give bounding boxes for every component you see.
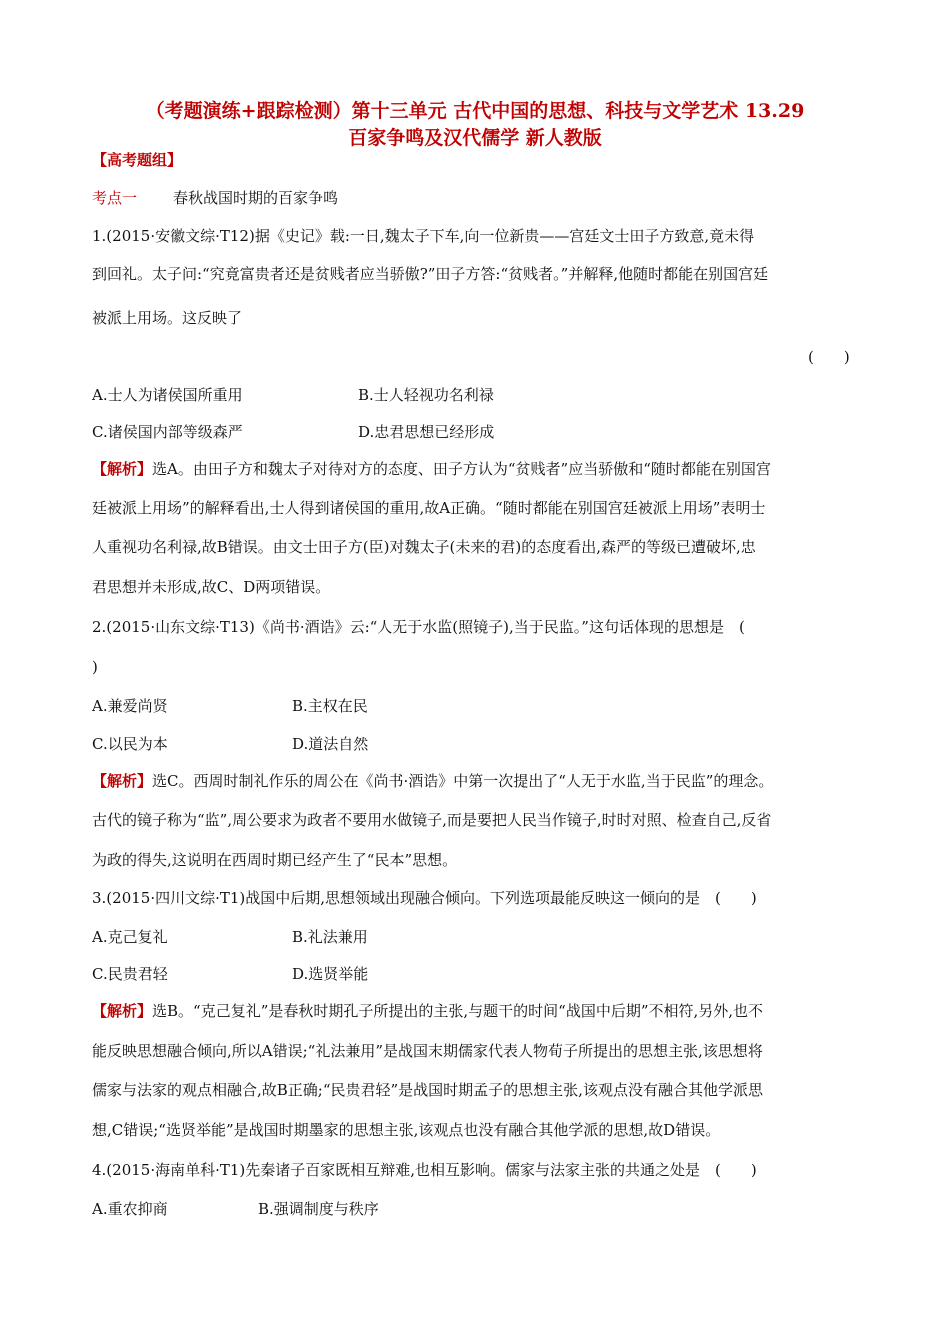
q4-option-a: A.重农抑商: [92, 1200, 168, 1218]
analysis-label: 【解析】: [92, 772, 153, 790]
q1-option-d: D.忠君思想已经形成: [358, 423, 495, 441]
q1-option-b: B.士人轻视功名利禄: [358, 386, 494, 404]
section-topic: 春秋战国时期的百家争鸣: [173, 189, 339, 207]
q4-stem: 4.(2015·海南单科·T1)先秦诸子百家既相互辩难,也相互影响。儒家与法家主张的共通之处是 ( ): [92, 1161, 757, 1179]
q3-option-d: D.选贤举能: [292, 965, 369, 983]
q2-option-b: B.主权在民: [292, 697, 368, 715]
section-heading: [92, 188, 338, 208]
q1-analysis-line-2: 廷被派上用场”的解释看出,士人得到诸侯国的重用,故A正确。“随时都能在别国宫廷被派上用场”表明士: [92, 499, 766, 517]
q1-analysis-line-4: 君思想并未形成,故C、D两项错误。: [92, 578, 331, 596]
q1-analysis-line-1: 【解析】选A。由田子方和魏太子对待对方的态度、田子方认为“贫贱者”应当骄傲和“随时都能在别国宫: [92, 460, 771, 478]
q3-stem: 3.(2015·四川文综·T1)战国中后期,思想领域出现融合倾向。下列选项最能反映这一倾向的是 ( ): [92, 889, 757, 907]
q2-analysis-line-3: 为政的得失,这说明在西周时期已经产生了“民本”思想。: [92, 851, 458, 869]
q2-analysis-line-2: 古代的镜子称为“监”,周公要求为政者不要用水做镜子,而是要把人民当作镜子,时时对照、检查自己,反省: [92, 811, 772, 829]
q3-option-c: C.民贵君轻: [92, 965, 168, 983]
exam-group-label: 【高考题组】: [92, 151, 183, 169]
q1-stem-line-1: 1.(2015·安徽文综·T12)据《史记》载:一日,魏太子下车,向一位新贵——宫廷文士田子方致意,竟未得: [92, 227, 755, 245]
q3-analysis-line-1: 【解析】选B。“克己复礼”是春秋时期孔子所提出的主张,与题干的时间“战国中后期”不相符,另外,也不: [92, 1002, 764, 1020]
q3-analysis-line-4: 想,C错误;“选贤举能”是战国时期墨家的思想主张,该观点也没有融合其他学派的思想,故D错误。: [92, 1121, 721, 1139]
q2-option-d: D.道法自然: [292, 735, 369, 753]
q1-stem-line-3: 被派上用场。这反映了: [92, 309, 243, 327]
q3-option-b: B.礼法兼用: [292, 928, 368, 946]
q2-analysis-line-1: 【解析】选C。西周时制礼作乐的周公在《尚书·酒诰》中第一次提出了“人无于水监,当于民监”的理念。: [92, 772, 774, 790]
section-label: 考点一: [92, 189, 138, 207]
analysis-label: 【解析】: [92, 460, 153, 478]
q2-option-a: A.兼爱尚贤: [92, 697, 168, 715]
document-title-line-2: 百家争鸣及汉代儒学 新人教版: [348, 127, 602, 149]
q3-analysis-line-3: 儒家与法家的观点相融合,故B正确;“民贵君轻”是战国时期孟子的思想主张,该观点没有融合其他学派思: [92, 1081, 763, 1099]
q4-option-b: B.强调制度与秩序: [258, 1200, 379, 1218]
analysis-label: 【解析】: [92, 1002, 153, 1020]
q3-option-a: A.克己复礼: [92, 928, 168, 946]
q3-analysis-line-2: 能反映思想融合倾向,所以A错误;“礼法兼用”是战国末期儒家代表人物荀子所提出的思想主张,该思想将: [92, 1042, 763, 1060]
q2-stem-line-2: ): [92, 658, 98, 676]
document-title-line-1: （考题演练+跟踪检测）第十三单元 古代中国的思想、科技与文学艺术 13.29: [145, 100, 805, 122]
q2-stem-line-1: 2.(2015·山东文综·T13)《尚书·酒诰》云:“人无于水监(照镜子),当于民监。”这句话体现的思想是 (: [92, 618, 745, 636]
q1-option-a: A.士人为诸侯国所重用: [92, 386, 243, 404]
q2-option-c: C.以民为本: [92, 735, 168, 753]
q1-answer-paren: ( ): [808, 348, 850, 366]
q1-stem-line-2: 到回礼。太子问:“究竟富贵者还是贫贱者应当骄傲?”田子方答:“贫贱者。”并解释,他随时都能在别国宫廷: [92, 265, 769, 283]
q1-option-c: C.诸侯国内部等级森严: [92, 423, 243, 441]
q1-analysis-line-3: 人重视功名利禄,故B错误。由文士田子方(臣)对魏太子(未来的君)的态度看出,森严的等级已遭破坏,忠: [92, 538, 756, 556]
